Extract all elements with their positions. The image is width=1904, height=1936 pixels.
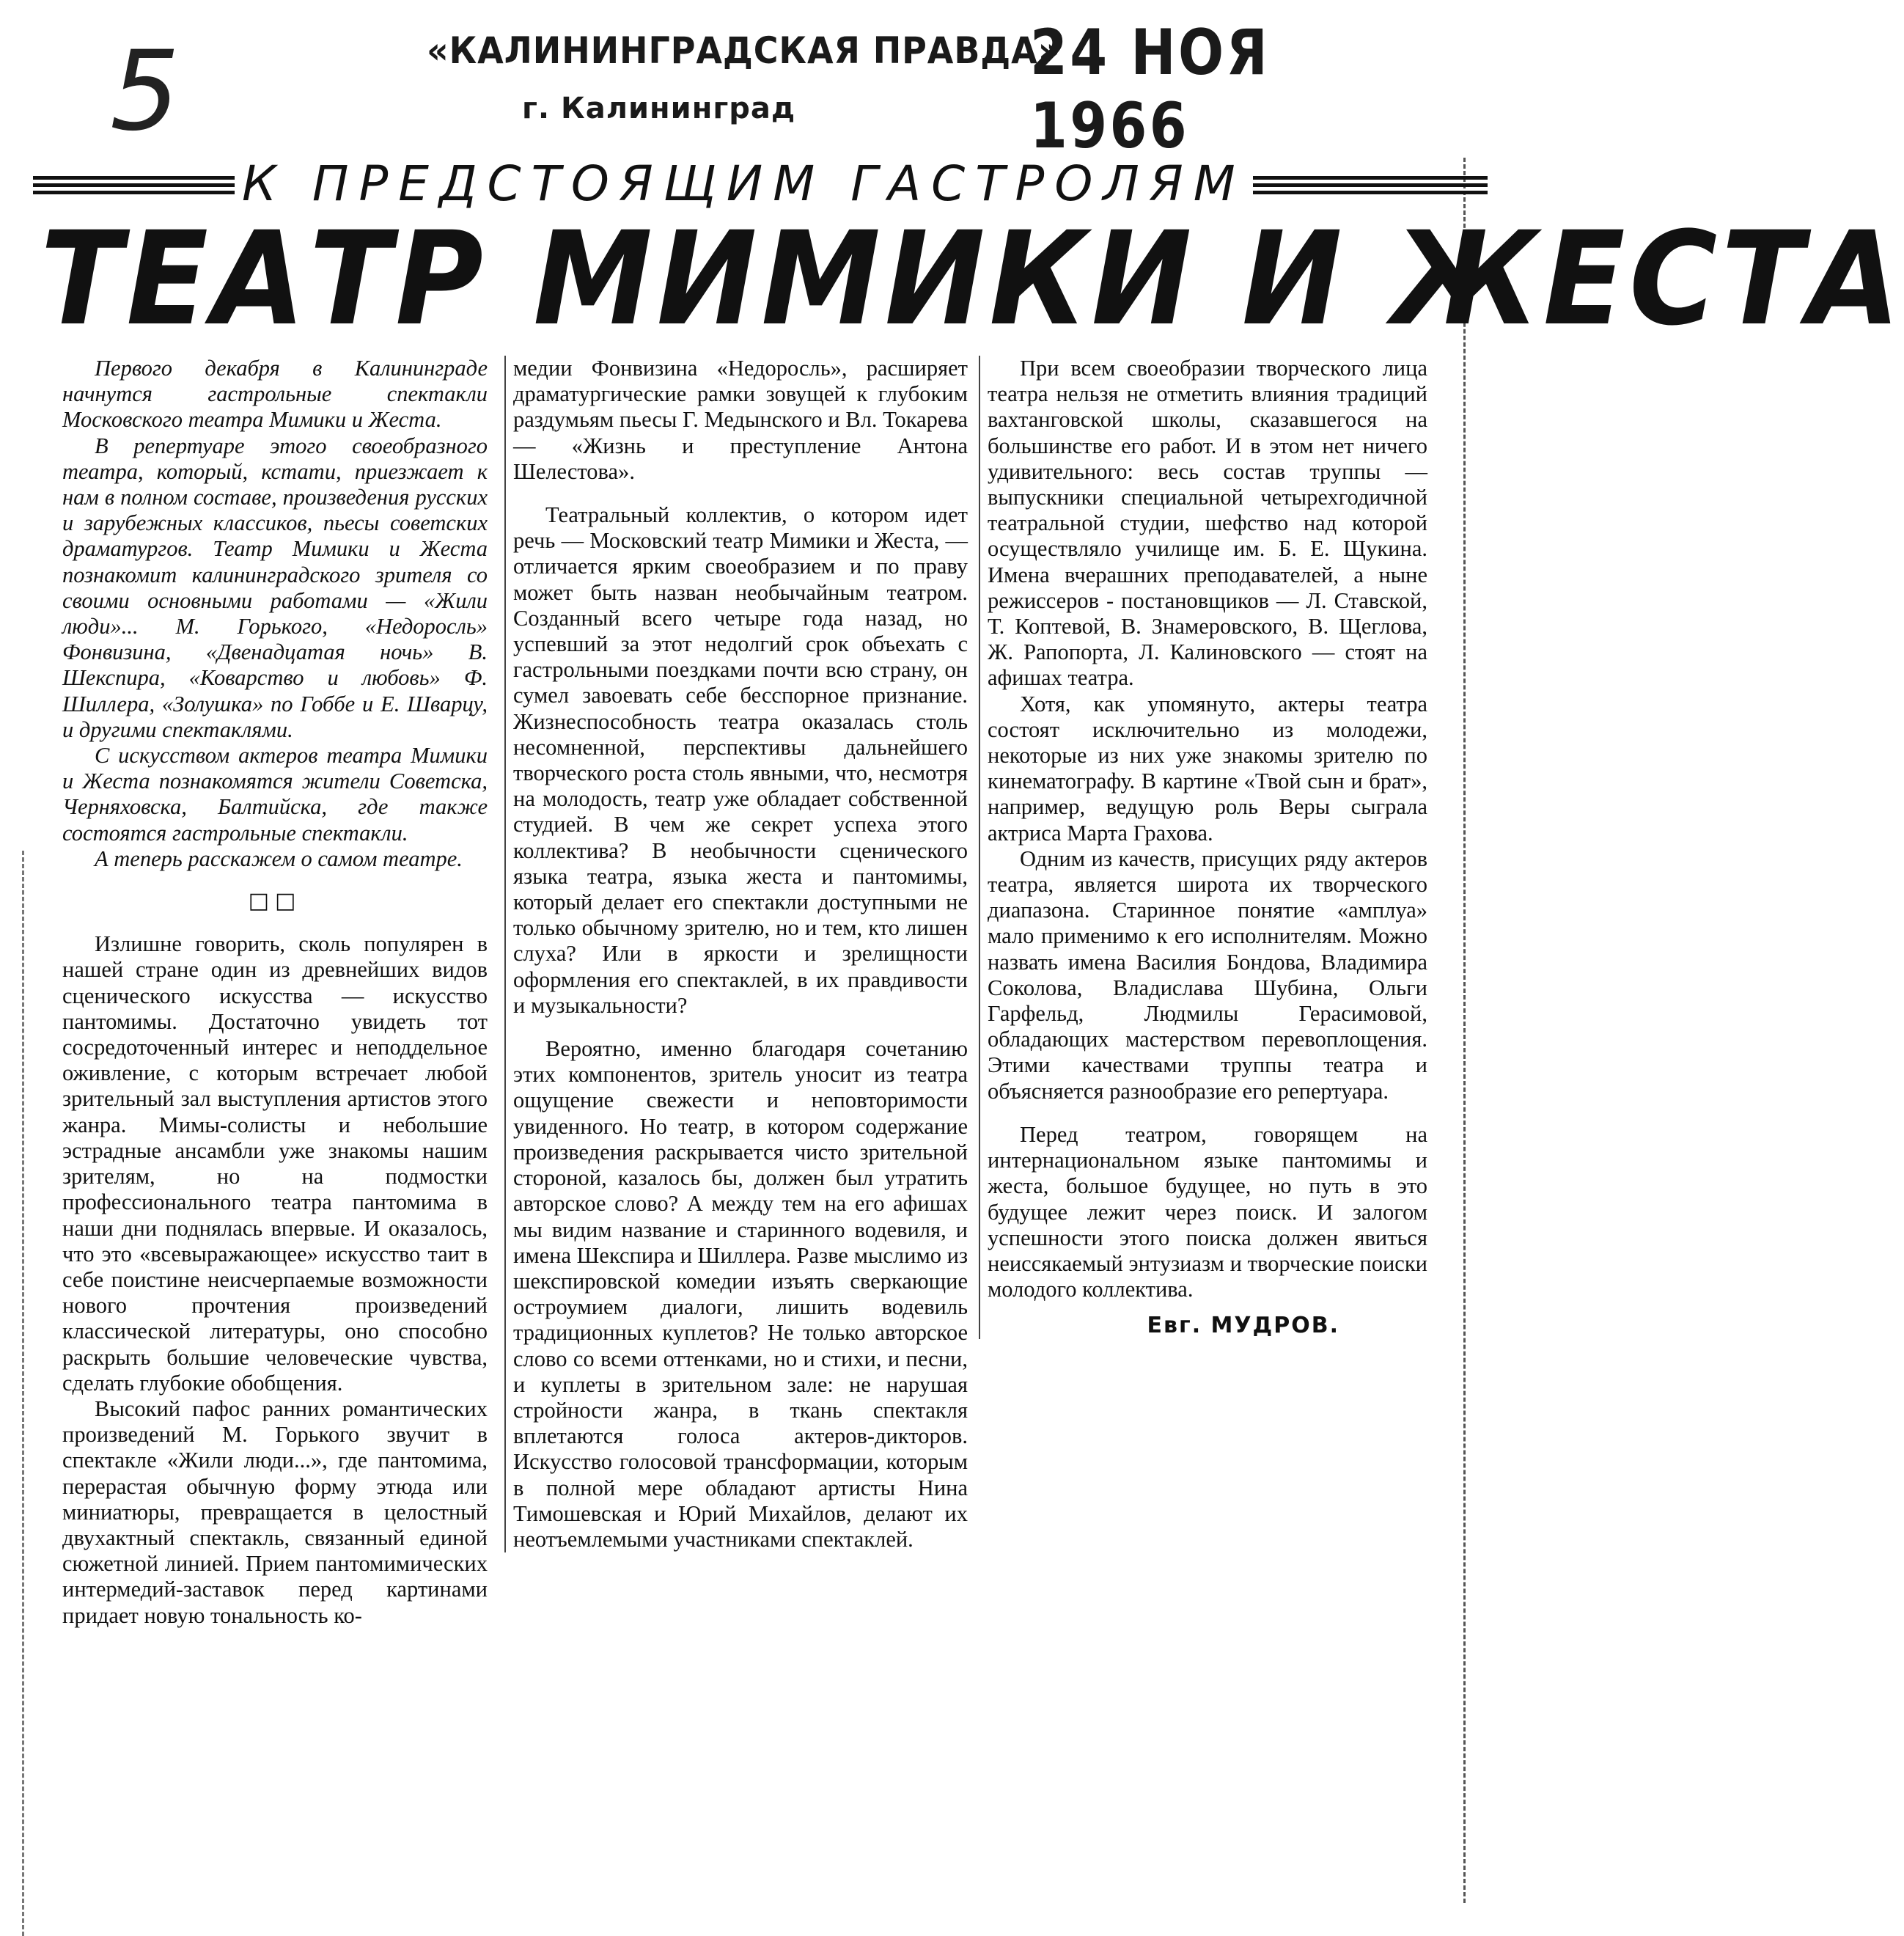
section-separator: □□: [248, 888, 302, 914]
body-paragraph: Театральный коллектив, о котором идет речь — Московский театр Мимики и Жеста, — отличается ярким своеобразием и по праву может быть назван необычайным театром. Созданный всего четыре года назад, но успевший за этот недолгий срок объехать с гастрольными поездками почти всю страну, он сумел завоевать себе бесспорное признание. Жизнеспособность театра оказалась столь несомненной, перспективы дальнейшего творческого роста столь явными, что, несмотря на молодость, театр уже обладает собственной студией. В чем же секрет успеха этого коллектива? В необычности сценического языка театра, языка жеста и пантомимы, который делает его спектакли доступными не только обычному зрителю, но и тем, кто лишен слуха? Или в яркости и зрелищности оформления его спектаклей, в их правдивости и музыкальности?: [513, 502, 968, 1018]
city-stamp: г. Калининград: [522, 92, 796, 125]
lead-paragraph-1: Первого декабря в Калининграде начнутся гастрольные спектакли Московского театра Мимики и Жеста.: [62, 356, 488, 433]
body-paragraph: Высокий пафос ранних романтических произведений М. Горького звучит в спектакле «Жили люди...», где пантомима, перерастая обычную форму этюда или миниатюры, превращается в целостный двухактный спектакль, связанный единой сюжетной линией. Прием пантомимических интермедий-заставок перед картинами придает новую тональность ко-: [62, 1396, 488, 1628]
article-headline: ТЕАТР МИМИКИ И ЖЕСТА: [40, 204, 1904, 354]
lead-paragraph-2: В репертуаре этого своеобразного театра, который, кстати, приезжает к нам в полном составе, произведения русских и зарубежных классиков, пьесы советских драматургов. Театр Мимики и Жеста познакомит калининградского зрителя со своими основными работами — «Жили люди»... М. Горького, «Недоросль» Фонвизина, «Двенадцатая ночь» В. Шекспира, «Коварство и любовь» Ф. Шиллера, «Золушка» по Гоббе и Е. Шварцу, и другими спектаклями.: [62, 433, 488, 742]
body-paragraph: При всем своеобразии творческого лица театра нельзя не отметить влияния традиций вахтанговской школы, сказавшегося на большинстве его работ. И в этом нет ничего удивительного: весь состав труппы — выпускники специальной четырехгодичной театральной студии, шефство над которой осуществляло училище им. Б. Е. Щукина. Имена вчерашних преподавателей, а ныне режиссеров - постановщиков — Л. Ставской, Т. Коптевой, В. Знамеровского, В. Щеглова, Ж. Рапопорта, Л. Калиновского — стоят на афишах театра.: [988, 356, 1427, 691]
column-3: [979, 356, 1427, 1339]
lead-paragraph-4: А теперь расскажем о самом театре.: [95, 846, 463, 871]
rubric-heading: К ПРЕДСТОЯЩИМ ГАСТРОЛЯМ: [242, 155, 1246, 212]
body-paragraph: Хотя, как упомянуто, актеры театра состоят исключительно из молодежи, некоторые из них уже знакомы зрителю по кинематографу. В картине «Твой сын и брат», например, ведущую роль Веры сыграла актриса Марта Грахова.: [988, 691, 1427, 846]
body-paragraph: Перед театром, говорящем на интернациональном языке пантомимы и жеста, большое будущее, но путь в это будущее лежит через поиск. И залогом успешности этого поиска должен явиться неиссякаемый энтузиазм и творческие поиски молодого коллектива.: [988, 1121, 1427, 1302]
clipping-cut-edge-left: [22, 851, 24, 1936]
hatch-decoration-right: [1253, 172, 1488, 194]
date-stamp: 24 НОЯ 1966: [1030, 16, 1271, 163]
clipping-cut-edge-right: [1463, 158, 1466, 1903]
hatch-decoration-left: [33, 172, 235, 194]
body-paragraph: Вероятно, именно благодаря сочетанию этих компонентов, зритель уносит из театра ощущение свежести и неповторимости увиденного. Но театр, в котором содержание произведения раскрывается чисто зрительной стороной, казалось бы, должен был утратить авторское слово? А между тем на его афишах мы видим название и старинного водевиля, и имена Шекспира и Шиллера. Разве мыслимо из шекспировской комедии изъять сверкающие остроумием диалоги, лишить водевиль традиционных куплетов? Не только авторское слово со всеми оттенками, но и стихи, и песни, и куплеты в зрительном зале: не нарушая стройности жанра, в ткань спектакля вплетаются голоса актеров-дикторов. Искусство голосовой трансформации, которым в полной мере обладают артисты Нина Тимошевская и Юрий Михайлов, делают их неотъемлемыми участниками спектаклей.: [513, 1036, 968, 1552]
body-paragraph: медии Фонвизина «Недоросль», расширяет драматургические рамки зовущей к глубоким раздумьям пьесы Г. Медынского и Вл. Токарева — «Жизнь и преступление Антона Шелестова».: [513, 356, 968, 484]
newspaper-name-stamp: «КАЛИНИНГРАДСКАЯ ПРАВДА»: [427, 29, 1061, 72]
body-paragraph: Одним из качеств, присущих ряду актеров театра, является широта их творческого диапазона. Старинное понятие «амплуа» мало применимо к его исполнителям. Можно назвать имена Василия Бондова, Владимира Соколова, Владислава Шубина, Ольги Гарфельд, Людмилы Герасимовой, обладающих мастерством перевоплощения. Этими качествами труппы театра и объясняется разнообразие его репертуара.: [988, 846, 1427, 1104]
column-2: [504, 356, 968, 1552]
body-paragraph: Излишне говорить, сколь популярен в нашей стране один из древнейших видов сценического искусства — искусство пантомимы. Достаточно увидеть тот сосредоточенный интерес и неподдельное оживление, с которым встречает любой зрительный зал выступления артистов этого жанра. Мимы-солисты и небольшие эстрадные ансамбли уже знакомы нашим зрителям, но на подмостки профессионального театра пантомима в наши дни поднялась впервые. И оказалось, что это «всевыражающее» искусство таит в себе поистине неисчерпаемые возможности нового прочтения произведений классической литературы, оно способно раскрыть большие человеческие чувства, сделать глубокие обобщения.: [62, 931, 488, 1396]
handwritten-page-number: 5: [110, 28, 177, 155]
column-1: [62, 356, 488, 1629]
author-signature: Евг. МУДРОВ.: [1147, 1313, 1339, 1339]
lead-paragraph-3: С искусством актеров театра Мимики и Жеста познакомятся жители Советска, Черняховска, Балтийска, где также состоятся гастрольные спектакли.: [62, 743, 488, 846]
